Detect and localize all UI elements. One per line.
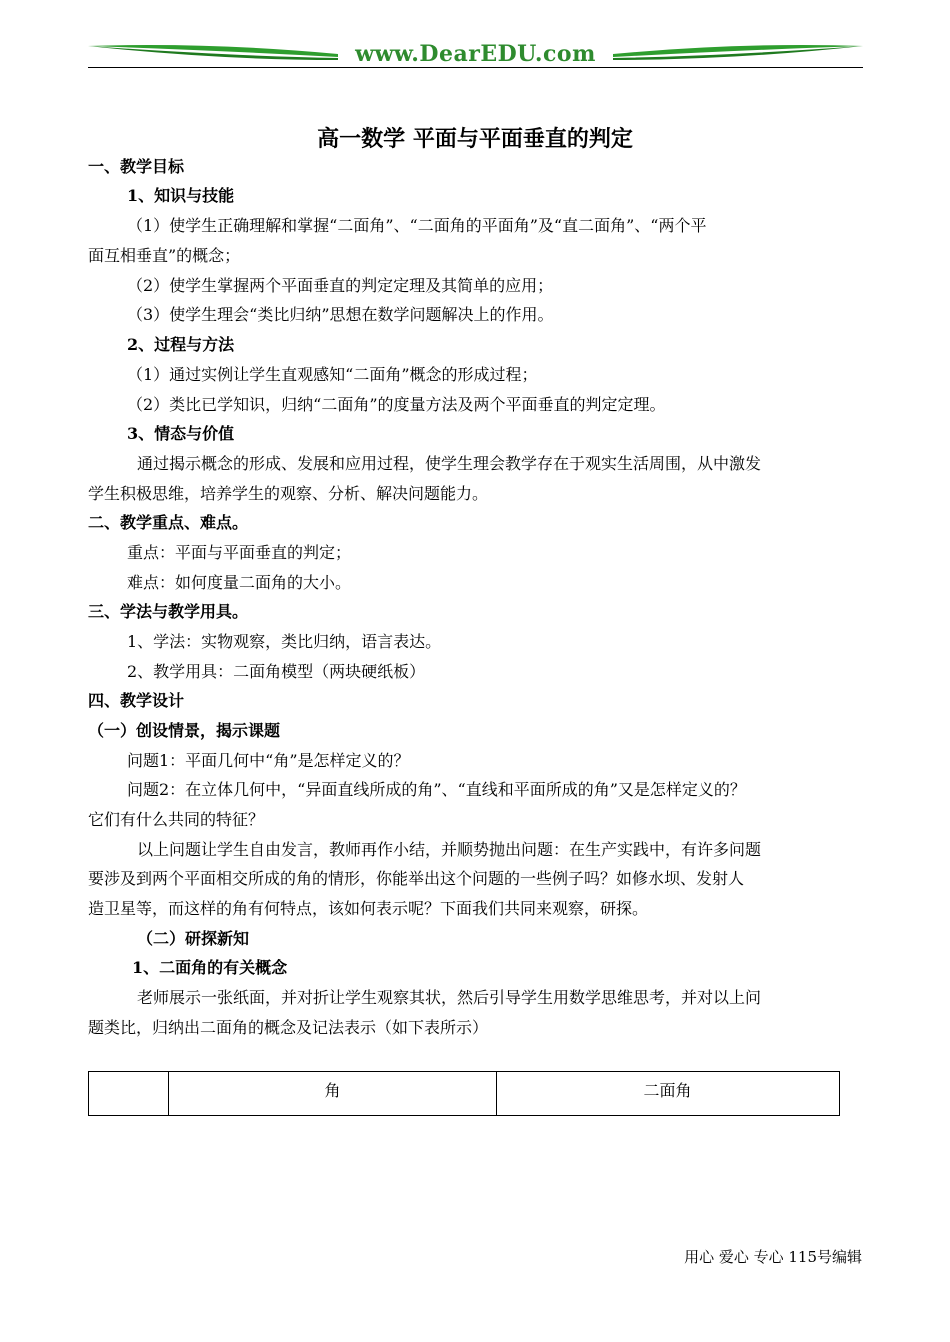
paragraph-line: 通过揭示概念的形成、发展和应用过程，使学生理会教学存在于观实生活周围，从中激发 bbox=[137, 454, 762, 473]
paragraph-line: 题类比，归纳出二面角的概念及记法表示（如下表所示） bbox=[88, 1018, 489, 1037]
paragraph-line: 难点：如何度量二面角的大小。 bbox=[127, 573, 352, 592]
header-rule bbox=[88, 67, 863, 68]
paragraph-line: 1、学法：实物观察，类比归纳，语言表达。 bbox=[127, 632, 442, 651]
subsection-heading: （一）创设情景，揭示课题 bbox=[88, 721, 281, 740]
paragraph-line: 以上问题让学生自由发言，教师再作小结，并顺势抛出问题：在生产实践中，有许多问题 bbox=[137, 840, 762, 859]
document-title: 高一数学 平面与平面垂直的判定 bbox=[317, 126, 633, 152]
paragraph-line: 它们有什么共同的特征？ bbox=[88, 810, 265, 829]
paragraph-line: 重点：平面与平面垂直的判定； bbox=[127, 543, 352, 562]
paragraph-line: 面互相垂直”的概念； bbox=[88, 246, 241, 265]
paragraph-line: 2、教学用具：二面角模型（两块硬纸板） bbox=[127, 662, 426, 681]
paragraph-line: 要涉及到两个平面相交所成的角的情形，你能举出这个问题的一些例子吗？如修水坝、发射人 bbox=[88, 869, 745, 888]
paragraph-line: 问题1：平面几何中“角”是怎样定义的？ bbox=[127, 751, 410, 770]
paragraph-line: （3）使学生理会“类比归纳”思想在数学问题解决上的作用。 bbox=[127, 305, 554, 324]
table-header-cell bbox=[89, 1072, 169, 1115]
section-heading: 三、学法与教学用具。 bbox=[88, 602, 249, 621]
subsection-heading: 1、二面角的有关概念 bbox=[132, 958, 288, 977]
comparison-table bbox=[88, 1071, 840, 1116]
subsection-heading: （二）研探新知 bbox=[137, 929, 250, 948]
section-heading: 一、教学目标 bbox=[88, 157, 185, 176]
table-header-cell: 二面角 bbox=[643, 1081, 692, 1100]
section-heading: 二、教学重点、难点。 bbox=[88, 513, 249, 532]
table-header-cell: 角 bbox=[169, 1072, 497, 1115]
paragraph-line: （2）类比已学知识，归纳“二面角”的度量方法及两个平面垂直的判定定理。 bbox=[127, 395, 666, 414]
paragraph-line: 造卫星等，而这样的角有何特点，该如何表示呢？下面我们共同来观察，研探。 bbox=[88, 899, 649, 918]
section-heading: 四、教学设计 bbox=[88, 691, 185, 710]
subsection-heading: 3、情态与价值 bbox=[127, 424, 235, 443]
paragraph-line: （1）通过实例让学生直观感知“二面角”概念的形成过程； bbox=[127, 365, 538, 384]
paragraph-line: （1）使学生正确理解和掌握“二面角”、“二面角的平面角”及“直二面角”、“两个平 bbox=[127, 216, 707, 235]
page-footer: 用心 爱心 专心 115号编辑 bbox=[684, 1248, 862, 1266]
paragraph-line: （2）使学生掌握两个平面垂直的判定定理及其简单的应用； bbox=[127, 276, 554, 295]
paragraph-line: 老师展示一张纸面，并对折让学生观察其状，然后引导学生用数学思维思考，并对以上问 bbox=[137, 988, 762, 1007]
paragraph-line: 学生积极思维，培养学生的观察、分析、解决问题能力。 bbox=[88, 484, 489, 503]
paragraph-line: 问题2：在立体几何中，“异面直线所成的角”、“直线和平面所成的角”又是怎样定义的？ bbox=[127, 780, 746, 799]
site-logo-text[interactable]: www.DearEDU.com bbox=[355, 41, 596, 67]
subsection-heading: 1、知识与技能 bbox=[127, 186, 235, 205]
subsection-heading: 2、过程与方法 bbox=[127, 335, 235, 354]
